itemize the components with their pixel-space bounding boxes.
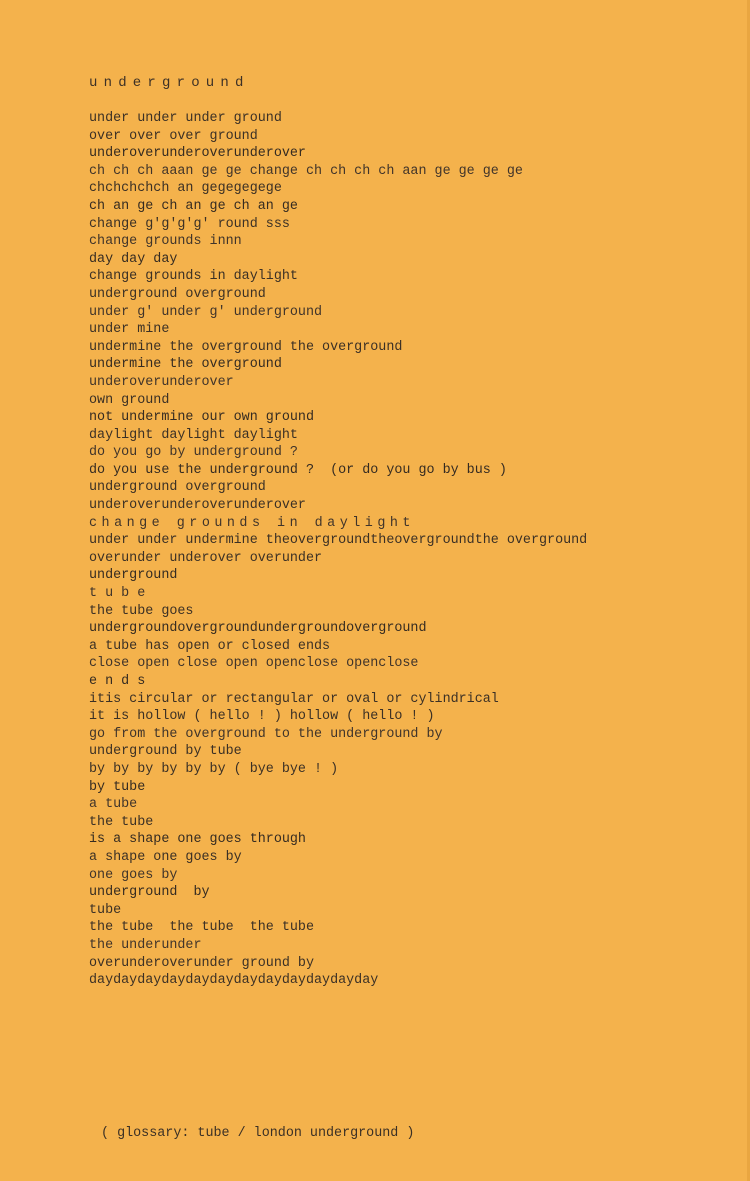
poem-line: change grounds in daylight [89,515,415,531]
poem-line: close open close open openclose openclose [89,656,419,672]
poem-line: change g'g'g'g' round sss [89,216,290,232]
poem-line: chchchchch an gegegegege [89,181,282,197]
poem-line: ch ch ch aaan ge ge change ch ch ch ch aan ge ge ge ge [89,163,523,179]
poem-line: by by by by by by ( bye bye ! ) [89,761,339,777]
poem-line: undergroundovergroundundergroundoverground [89,621,427,637]
poem-line: change grounds in daylight [89,269,298,285]
poem-line: the underunder [89,937,202,953]
poem-line: underground overground [89,286,266,302]
poem-line: daylight daylight daylight [89,427,298,443]
poem-line: under g' under g' underground [89,304,323,320]
poem-line: the tube goes [89,603,194,619]
poem-line: underoverunderoverunderover [89,498,306,514]
poem-line: underground [89,568,178,584]
poem-line: do you use the underground ? (or do you go by bus ) [89,462,507,478]
poem-line: overunderoverunder ground by [89,955,314,971]
poem-line: underground by [89,885,210,901]
poem-line: underground overground [89,480,266,496]
poem-line: not undermine our own ground [89,410,314,426]
poem-line: the tube [89,814,154,830]
poem-line: one goes by [89,867,178,883]
poem-line: under under undermine theovergroundtheovergroundthe overground [89,533,588,549]
poem-line: over over over ground [89,128,258,144]
poem-line: the tube the tube the tube [89,920,314,936]
poem-title: underground [89,75,250,91]
poem-line: under under under ground [89,111,282,126]
poem-line: a shape one goes by [89,849,242,865]
poem-line: day day day [89,251,178,267]
poem-line: daydaydaydaydaydaydaydaydaydaydayday [89,973,379,989]
poem-line: under mine [89,322,170,338]
poem-line: overunder underover overunder [89,550,323,566]
poem-line: a tube has open or closed ends [89,638,331,654]
poem-line: tube [89,902,122,918]
poem-line: itis circular or rectangular or oval or cylindrical [89,691,499,707]
poem-line: underoverunderover [89,374,234,390]
poem-line: undermine the overground [89,357,282,373]
poem-body [89,110,649,990]
poem-line: do you go by underground ? [89,445,298,461]
poem-line: is a shape one goes through [89,832,306,848]
poem-line: underoverunderoverunderover [89,146,306,162]
poem-line: underground by tube [89,744,242,760]
poem-line: t u b e [89,586,146,602]
poem-line: e n d s [89,674,146,689]
poem-line: by tube [89,779,146,795]
glossary-note: ( glossary: tube / london underground ) [101,1126,415,1141]
poem-line: change grounds innn [89,234,242,250]
poem-line: it is hollow ( hello ! ) hollow ( hello ! ) [89,709,435,725]
poem-line: go from the overground to the underground by [89,726,443,742]
poem-line: a tube [89,797,138,813]
poem-line: own ground [89,392,170,408]
poem-line: undermine the overground the overground [89,339,403,355]
poem-line: ch an ge ch an ge ch an ge [89,198,298,214]
